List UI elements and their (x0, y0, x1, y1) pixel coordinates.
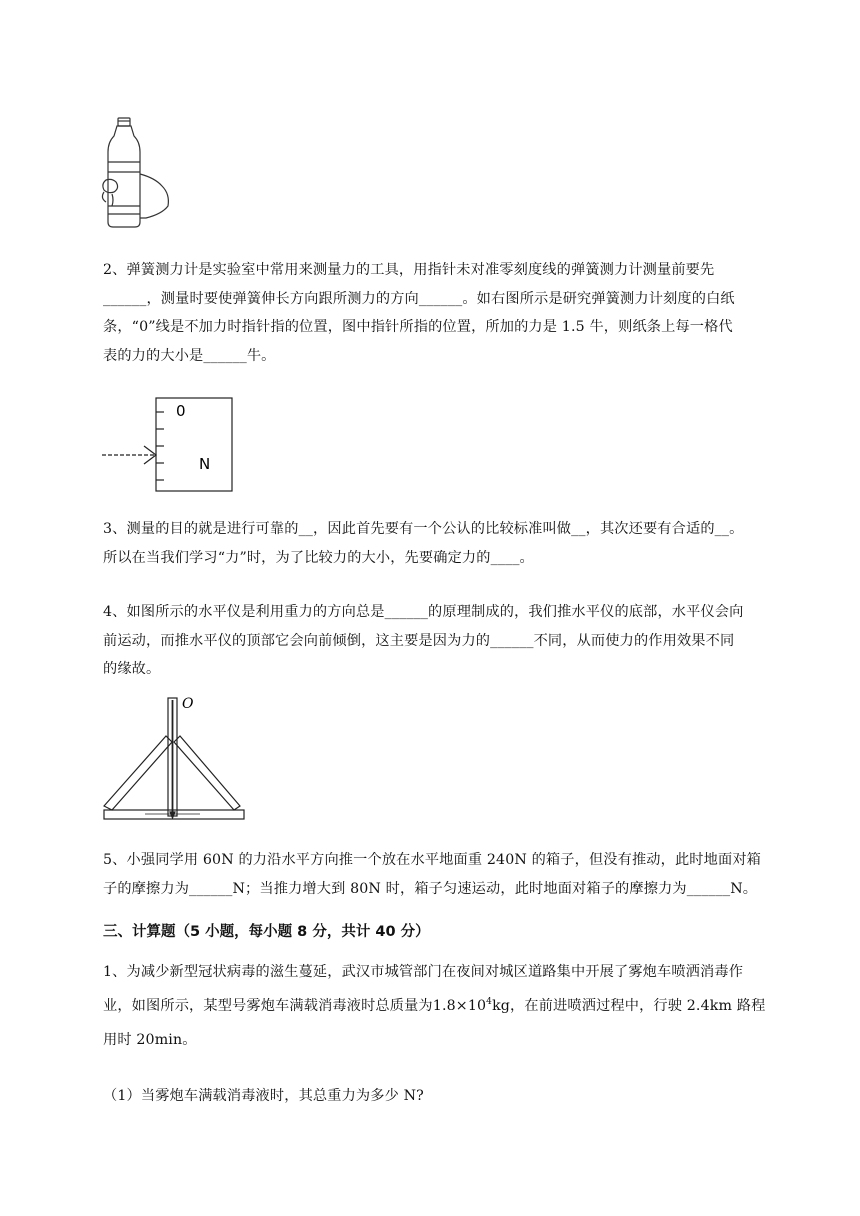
question-3 (103, 515, 803, 572)
c1-line-3: 用时 20min。 (103, 1032, 197, 1048)
scale-unit-label: N (199, 455, 211, 473)
bottle-hand-figure (100, 114, 175, 232)
c1-line-2-exponent: 4 (486, 997, 493, 1007)
pivot-label: O (182, 696, 194, 712)
q5-line-2: 子的摩擦力为______N；当推力增大到 80N 时，箱子匀速运动，此时地面对箱子的摩擦力为______N。 (103, 880, 758, 897)
calc-question-1 (103, 955, 803, 1057)
level-instrument-figure (100, 690, 250, 826)
q2-line-1: 2、弹簧测力计是实验室中常用来测量力的工具，用指针未对准零刻度线的弹簧测力计测量前要先 (103, 262, 715, 278)
scale-zero-label: 0 (176, 402, 186, 420)
section-heading: 三、计算题（5 小题，每小题 8 分，共计 40 分） (103, 924, 430, 940)
question-4 (103, 598, 803, 684)
c1-line-2-text-a: 业，如图所示，某型号雾炮车满载消毒液时总质量为1.8×10 (103, 998, 487, 1014)
q4-line-2: 前运动，而推水平仪的顶部它会向前倾倒，这主要是因为力的______不同，从而使力的作用效果不同 (103, 632, 735, 649)
question-5 (103, 846, 803, 903)
q5-line-1: 5、小强同学用 60N 的力沿水平方向推一个放在水平地面重 240N 的箱子，但没有推动，此时地面对箱 (103, 852, 761, 868)
q4-line-3: 的缘故。 (103, 661, 161, 677)
q3-line-2: 所以在当我们学习“力”时，为了比较力的大小，先要确定力的____。 (103, 549, 534, 566)
q2-line-2: ______，测量时要使弹簧伸长方向跟所测力的方向______。如右图所示是研究弹簧测力计刻度的白纸 (103, 290, 735, 307)
q3-line-1: 3、测量的目的就是进行可靠的__，因此首先要有一个公认的比较标准叫做__，其次还要有合适的__。 (103, 521, 744, 537)
c1-line-2-text-b: kg，在前进喷洒过程中，行驶 2.4km 路程 (492, 998, 766, 1014)
c1-line-1: 1、为减少新型冠状病毒的滋生蔓延，武汉市城管部门在夜间对城区道路集中开展了雾炮车喷洒消毒作 (103, 964, 744, 980)
question-2 (103, 256, 803, 370)
c1-line-2 (103, 989, 803, 1023)
q2-line-3: 条，“0”线是不加力时指针指的位置，图中指针所指的位置，所加的力是 1.5 牛，则纸条上每一格代 (103, 319, 733, 335)
scale-strip-figure (100, 396, 240, 496)
q4-line-1: 4、如图所示的水平仪是利用重力的方向总是______的原理制成的，我们推水平仪的底部，水平仪会向 (103, 604, 744, 620)
q2-line-4: 表的力的大小是______牛。 (103, 347, 276, 364)
calc-sub-question-1 (103, 1082, 803, 1111)
c1-sub-1: （1）当雾炮车满载消毒液时，其总重力为多少 N? (103, 1088, 424, 1104)
